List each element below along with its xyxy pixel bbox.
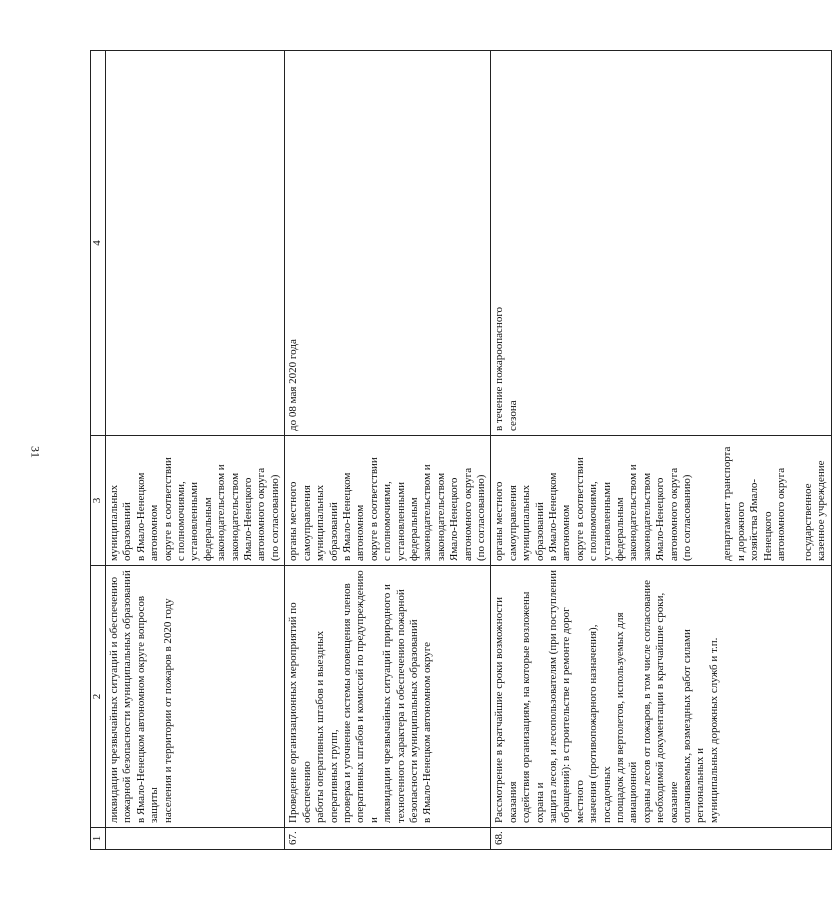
row-activity: Рассмотрение в кратчайшие сроки возможности оказания содействия организациям, на которые возложены охрана и защита лесов, и лесопользователям (при поступлении обращений): в строительстве и ремонте дорог местного значения (противопожарного назначения), посадочных площадок для вертолетов, используемых для авиационной охраны лесов от пожаров, в том числе согласование необходимой документации в кратчайшие сроки, оказание оплачиваемых, возмездных работ силами региональных и муниципальных дорожных служб и т.п. <box>491 566 831 828</box>
page-number: 31 <box>28 446 43 458</box>
row-activity: Проведение организационных мероприятий по обеспечению работы оперативных штабов и выездных оперативных групп, проверка и уточнение системы оповещения членов оперативных штабов и комиссий по предупреждению и ликвидации чрезвычайных ситуаций природного и техногенного характера и обеспечению пожарной безопасности муниципальных образований в Ямало-Ненецком автономном округе <box>285 566 491 828</box>
measures-table <box>90 50 832 850</box>
header-cell-3: 3 <box>91 436 106 566</box>
table-row <box>285 51 491 850</box>
table-header-row <box>91 51 106 850</box>
rotated-table-sheet <box>90 50 828 850</box>
row-activity: ликвидации чрезвычайных ситуаций и обеспечению пожарной безопасности муниципальных образований в Ямало-Ненецком автономном округе вопросов защиты населения и территории от пожаров в 2020 году <box>106 566 285 828</box>
row-term <box>106 51 285 436</box>
row-number <box>106 828 285 850</box>
row-term: до 08 мая 2020 года <box>285 51 491 436</box>
header-cell-2: 2 <box>91 566 106 828</box>
table-row <box>491 51 831 850</box>
table-row <box>106 51 285 850</box>
row-number: 67. <box>285 828 491 850</box>
row-number: 68. <box>491 828 831 850</box>
row-executor: органы местного самоуправления муниципальных образований в Ямало-Ненецком автономном округе в соответствии с полномочиями, установленными федеральным законодательством и законодательством Ямало-Ненецкого автономного округа (по согласованию) <box>285 436 491 566</box>
header-cell-1: 1 <box>91 828 106 850</box>
header-cell-4: 4 <box>91 51 106 436</box>
row-executor: муниципальных образований в Ямало-Ненецком автономном округе в соответствии с полномочиями, установленными федеральным законодательством и законодательством Ямало-Ненецкого автономного округа (по согласованию) <box>106 436 285 566</box>
row-term: в течение пожароопасного сезона <box>491 51 831 436</box>
row-executor: органы местного самоуправления муниципальных образований в Ямало-Ненецком автономном округе в соответствии с полномочиями, установленными федеральным законодательством и законодательством Ямало-Ненецкого автономного округа (по согласованию) департамент транспорта и дорожного хозяйства Ямало-Ненецкого автономного округа государственное казенное учреждение <box>491 436 831 566</box>
